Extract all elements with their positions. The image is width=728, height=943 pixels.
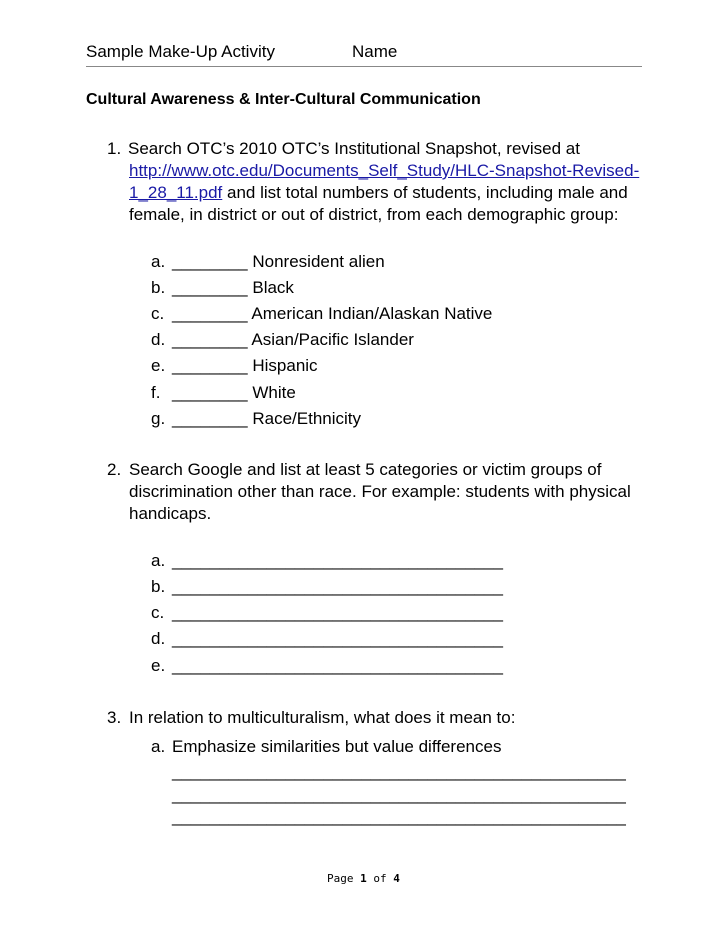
- document-title: Cultural Awareness & Inter-Cultural Communication: [86, 91, 481, 108]
- q1-item-letter: b.: [151, 278, 166, 297]
- q1-line2: [129, 183, 628, 203]
- footer-current-page: 1: [360, 872, 367, 885]
- q1-line3: female, in district or out of district, from each demographic group:: [129, 205, 619, 224]
- q2-item-blank: ___________________________________: [172, 603, 503, 622]
- q1-item-letter: g.: [151, 409, 166, 428]
- q3-line1: In relation to multiculturalism, what does it mean to:: [129, 708, 516, 727]
- q1-item-letter: f.: [151, 383, 161, 402]
- q1-item-text: ________ American Indian/Alaskan Native: [172, 304, 493, 323]
- q1-item-letter: a.: [151, 252, 166, 271]
- q3-answer-line: ________________________________________________: [172, 762, 626, 781]
- page-footer: [327, 872, 400, 885]
- q1-item-text: ________ White: [172, 383, 296, 402]
- q2-item-letter: a.: [151, 551, 166, 570]
- q3-sub-letter: a.: [151, 737, 166, 756]
- q1-item-text: ________ Race/Ethnicity: [172, 409, 362, 428]
- q1-item-letter: c.: [151, 304, 165, 323]
- q2-item-letter: e.: [151, 656, 166, 675]
- q1-item-text: ________ Black: [172, 278, 294, 297]
- q1-item-text: ________ Nonresident alien: [172, 252, 385, 271]
- q3-answer-line: ________________________________________________: [172, 785, 626, 804]
- q2-item-blank: ___________________________________: [172, 656, 503, 675]
- q2-item-letter: c.: [151, 603, 165, 622]
- footer-page-word: Page: [327, 872, 354, 885]
- footer-of-word: of: [373, 872, 387, 885]
- header-activity: Sample Make-Up Activity: [86, 42, 275, 61]
- q2-item-blank: ___________________________________: [172, 577, 503, 596]
- q3-number: 3.: [107, 708, 122, 727]
- q2-item-blank: ___________________________________: [172, 551, 503, 570]
- q3-answer-line: ________________________________________________: [172, 807, 626, 826]
- q2-line3: handicaps.: [129, 504, 212, 523]
- q1-item-letter: d.: [151, 330, 166, 349]
- q2-line2: discrimination other than race. For example: students with physical: [129, 482, 631, 501]
- q3-sub-text: Emphasize similarities but value differences: [172, 737, 502, 756]
- q1-item-text: ________ Hispanic: [172, 356, 318, 375]
- q1-item-letter: e.: [151, 356, 166, 375]
- snapshot-link-part1[interactable]: http://www.otc.edu/Documents_Self_Study/HLC-Snapshot-Revised-: [129, 161, 640, 180]
- q2-item-letter: b.: [151, 577, 166, 596]
- header-divider: [86, 66, 642, 67]
- q1-line1: Search OTC’s 2010 OTC’s Institutional Snapshot, revised at: [128, 139, 580, 158]
- q1-item-text: ________ Asian/Pacific Islander: [172, 330, 414, 349]
- q2-item-letter: d.: [151, 629, 166, 648]
- footer-total-pages: 4: [393, 872, 400, 885]
- q2-line1: Search Google and list at least 5 categories or victim groups of: [129, 460, 602, 479]
- snapshot-link-part2[interactable]: 1_28_11.pdf: [129, 183, 223, 202]
- header-name-label: Name: [352, 42, 398, 61]
- q2-number: 2.: [107, 460, 122, 479]
- q2-item-blank: ___________________________________: [172, 629, 503, 648]
- q1-number: 1.: [107, 139, 122, 158]
- q1-line2-rest: and list total numbers of students, including male and: [222, 183, 628, 202]
